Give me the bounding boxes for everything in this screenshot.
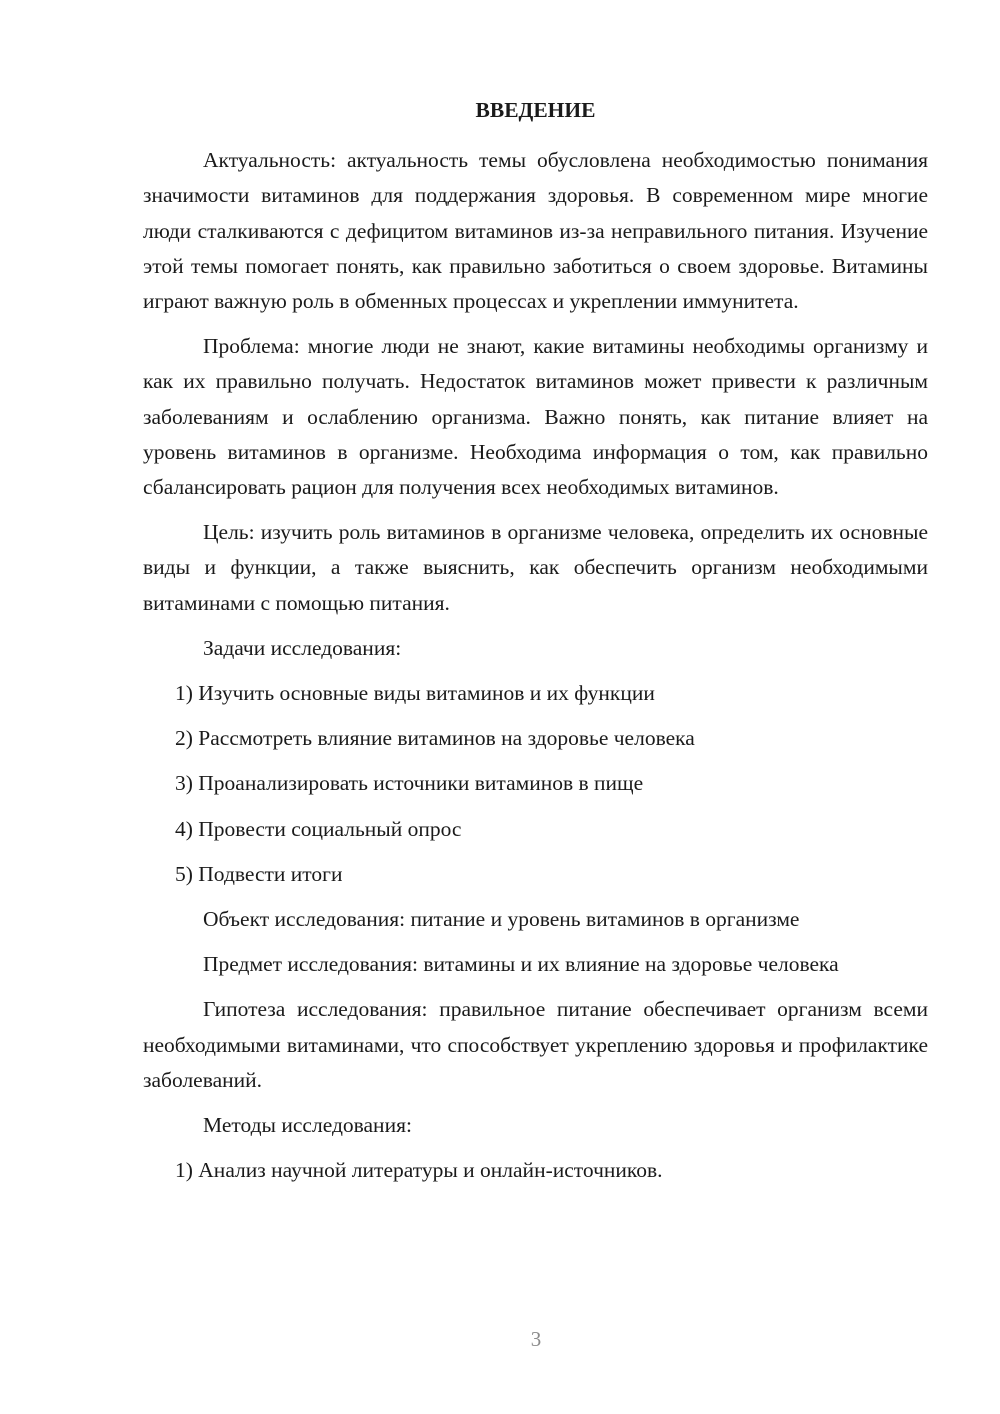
task-item: 1) Изучить основные виды витаминов и их функции [175,681,655,706]
subject-paragraph: Предмет исследования: витамины и их влияние на здоровье человека [203,952,839,977]
method-item: 1) Анализ научной литературы и онлайн-источников. [175,1158,663,1183]
hypothesis-paragraph: Гипотеза исследования: правильное питание обеспечивает организм всеми необходимыми витаминами, что способствует укреплению здоровья и профилактике заболеваний. [143,997,928,1092]
methods-heading: Методы исследования: [203,1113,412,1138]
relevance-paragraph: Актуальность: актуальность темы обусловлена необходимостью понимания значимости витаминов для поддержания здоровья. В современном мире многие люди сталкиваются с дефицитом витаминов из-за неправильного питания. Изучение этой темы помогает понять, как правильно заботиться о своем здоровье. Витамины играют важную роль в обменных процессах и укреплении иммунитета. [143,148,928,314]
task-item: 2) Рассмотреть влияние витаминов на здоровье человека [175,726,695,751]
section-title: ВВЕДЕНИЕ [475,98,596,122]
page-number: 3 [530,1327,542,1351]
tasks-heading: Задачи исследования: [203,635,402,660]
object-line: Объект исследования: питание и уровень витаминов в организме [203,907,800,932]
task-item: 3) Проанализировать источники витаминов в пище [175,771,644,796]
task-item: 5) Подвести итоги [175,861,343,886]
problem-paragraph: Проблема: многие люди не знают, какие витамины необходимы организму и как их правильно получать. Недостаток витаминов может привести к различным заболеваниям и ослаблению организма. Важно понять, как питание влияет на уровень витаминов в организме. Необходима информация о том, как правильно сбалансировать рацион для получения всех необходимых витаминов. [143,334,928,500]
task-item: 4) Провести социальный опрос [175,816,462,841]
goal-paragraph: Цель: изучить роль витаминов в организме человека, определить их основные виды и функции, а также выяснить, как обеспечить организм необходимыми витаминами с помощью питания. [143,520,928,615]
document-page [143,93,928,1198]
